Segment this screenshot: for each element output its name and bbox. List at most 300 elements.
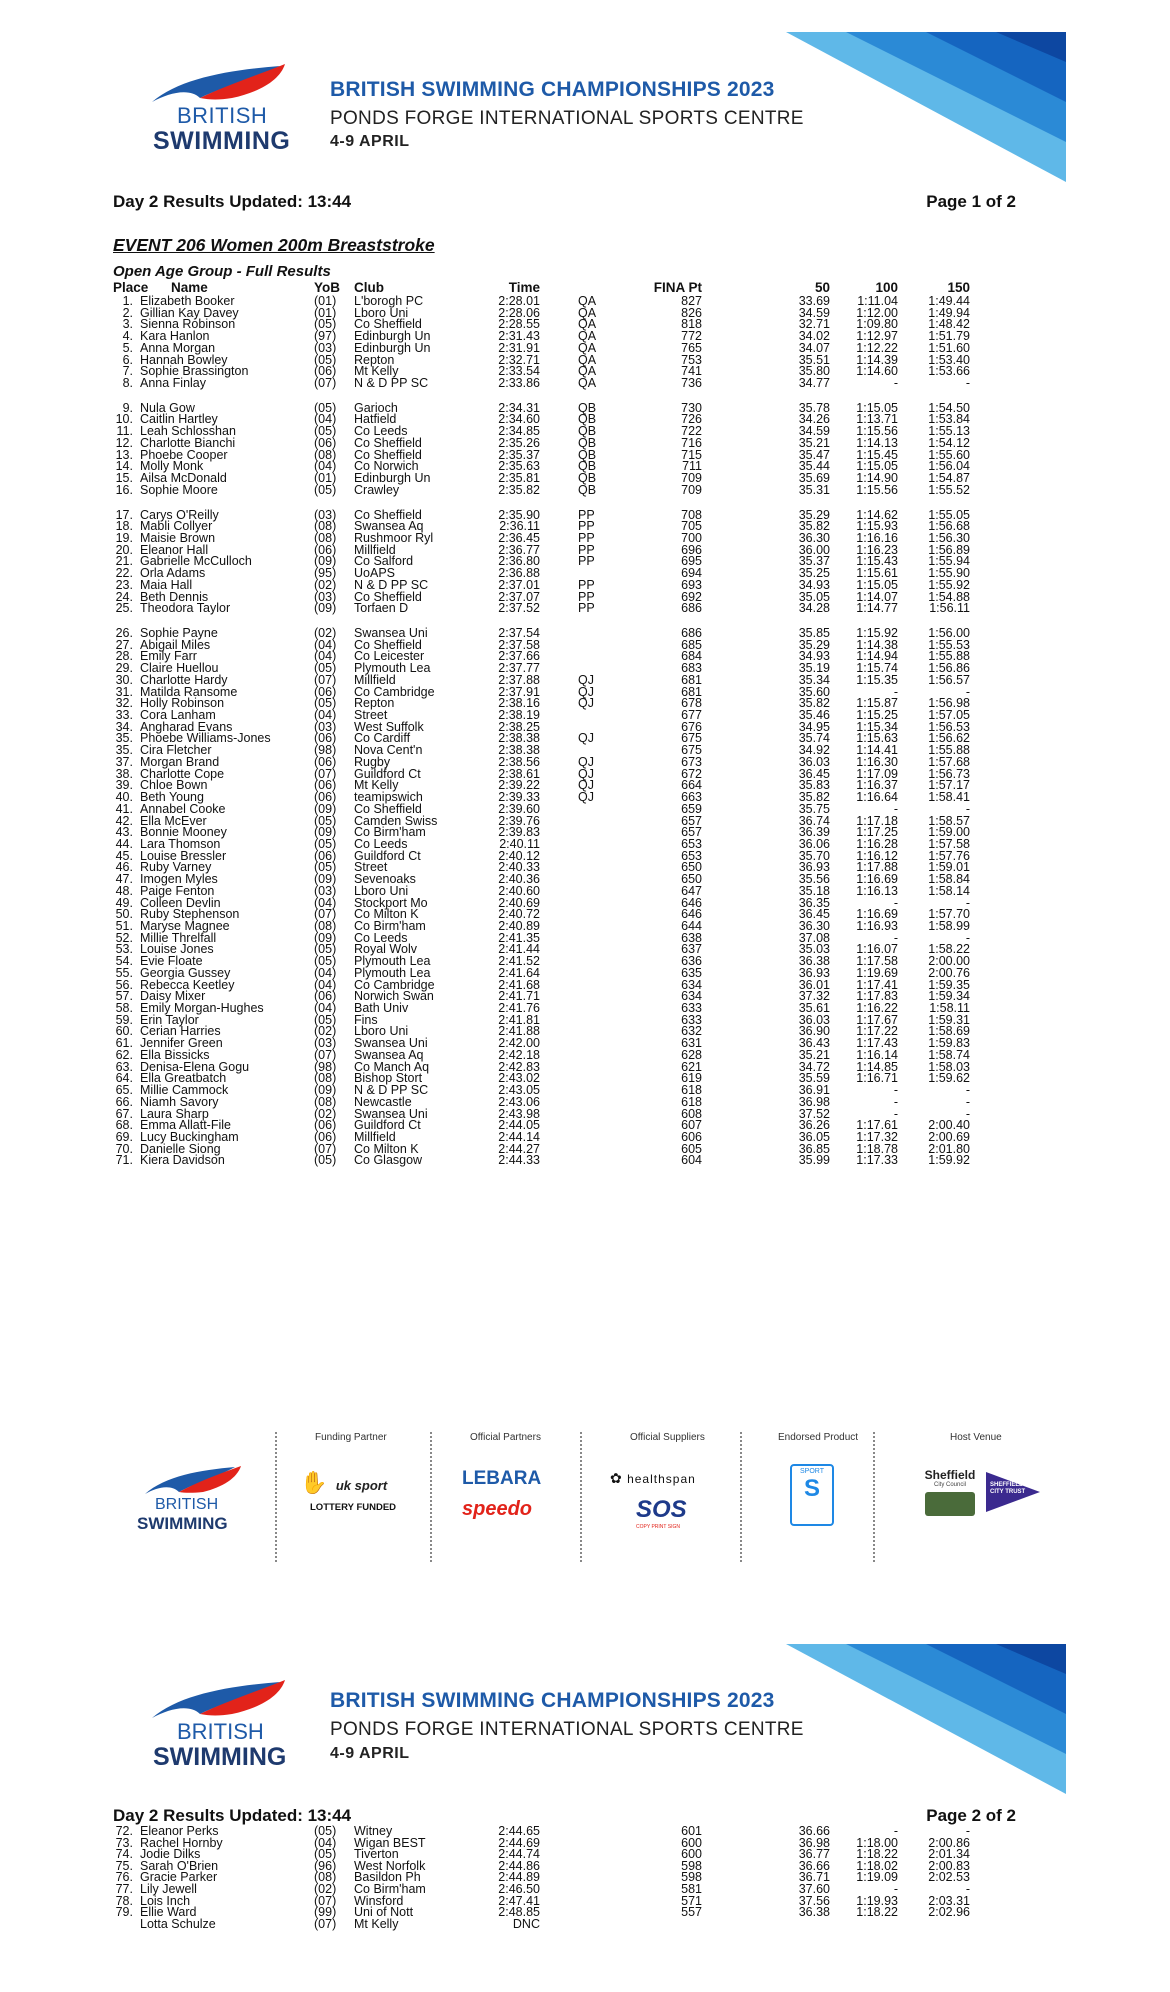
cell-split-150: 1:55.53	[928, 637, 970, 652]
cell-split-50: 35.80	[798, 364, 830, 379]
cell-split-150: -	[965, 1882, 970, 1896]
cell-fina: 675	[681, 743, 702, 758]
cell-split-100: 1:16.71	[856, 1071, 898, 1086]
cell-split-100: 1:14.77	[856, 601, 898, 616]
cell-split-150: 1:56.30	[928, 530, 970, 545]
cell-time: 2:38.19	[498, 708, 540, 723]
cell-yob: (09)	[314, 825, 337, 840]
cell-place: 5.	[122, 340, 133, 355]
cell-split-50: 35.44	[798, 459, 830, 474]
cell-yob: (01)	[314, 294, 337, 308]
cell-time: 2:35.63	[498, 459, 540, 474]
cell-place: 41.	[115, 801, 133, 816]
cell-club: Hatfield	[354, 412, 397, 427]
cell-split-150: 1:58.84	[928, 872, 970, 887]
cell-fina: 650	[681, 872, 702, 887]
cell-place: 47.	[115, 872, 133, 887]
cell-split-50: 35.37	[798, 554, 830, 569]
cell-club: Torfaen D	[354, 601, 409, 616]
cell-split-50: 35.46	[798, 708, 830, 723]
cell-name: Hannah Bowley	[140, 352, 228, 367]
cell-place: 32.	[115, 696, 133, 711]
cell-split-150: 1:59.92	[928, 1153, 970, 1168]
cell-name: Ruby Stephenson	[140, 907, 240, 922]
cell-name: Ailsa McDonald	[140, 471, 227, 486]
cell-qual: PP	[578, 554, 595, 569]
sheffield-text: Sheffield	[924, 1468, 976, 1482]
cell-split-50: 35.74	[798, 731, 830, 746]
city-trust-logo	[986, 1472, 1040, 1512]
cell-split-100: 1:16.07	[856, 942, 898, 957]
table-row	[0, 482, 1170, 497]
cell-yob: (09)	[314, 554, 337, 569]
cell-split-50: 32.71	[798, 317, 830, 332]
cell-place: 29.	[115, 661, 133, 676]
cell-time: 2:33.54	[498, 364, 540, 379]
cell-split-100: 1:16.69	[856, 872, 898, 887]
cell-place: 51.	[115, 919, 133, 933]
cell-time: 2:40.36	[498, 872, 540, 887]
cell-split-100: 1:18.22	[856, 1847, 898, 1862]
cell-club: Co Leeds	[354, 930, 408, 945]
cell-place: 35.	[115, 743, 133, 758]
cell-fina: 709	[681, 482, 702, 497]
cell-yob: (03)	[314, 507, 337, 522]
header-50: 50	[814, 280, 830, 295]
cell-time: 2:34.60	[498, 412, 540, 427]
cell-split-50: 35.82	[798, 790, 830, 805]
cell-fina: 646	[681, 907, 702, 922]
cell-split-150: 1:56.98	[928, 696, 970, 711]
cell-split-150: 1:56.62	[928, 731, 970, 746]
cell-split-100: 1:15.56	[856, 424, 898, 439]
cell-split-150: 1:48.42	[928, 317, 970, 332]
cell-split-150: -	[965, 930, 970, 945]
cell-qual: PP	[578, 589, 595, 604]
cell-split-150: 1:59.00	[928, 825, 970, 840]
cell-split-50: 36.74	[798, 813, 830, 828]
cell-place: 6.	[122, 352, 133, 367]
cell-split-50: 35.21	[798, 435, 830, 450]
cell-split-150: 1:56.68	[928, 519, 970, 534]
cell-club: Lboro Uni	[354, 305, 409, 320]
cell-time: 2:40.72	[498, 907, 540, 922]
cell-fina: 600	[681, 1847, 702, 1862]
cell-place: 14.	[115, 459, 133, 474]
cell-name: Rebecca Keetley	[140, 977, 235, 992]
cell-club: Co Sheffield	[354, 801, 422, 816]
cell-yob: (05)	[314, 696, 337, 711]
cell-fina: 683	[681, 661, 702, 676]
cell-name: Jodie Dilks	[140, 1847, 201, 1862]
cell-split-50: 36.91	[798, 1083, 830, 1098]
cell-split-50: 37.32	[798, 989, 830, 1004]
cell-yob: (02)	[314, 1882, 337, 1896]
cell-time: 2:42.00	[498, 1036, 540, 1051]
cell-yob: (07)	[314, 766, 337, 781]
cell-split-50: 36.90	[798, 1024, 830, 1039]
cell-split-50: 36.03	[798, 754, 830, 769]
cell-fina: 716	[681, 435, 702, 450]
cell-split-150: 1:58.03	[928, 1059, 970, 1074]
cell-fina: 678	[681, 696, 702, 711]
cell-club: N & D PP SC	[354, 376, 429, 391]
cell-split-100: 1:17.32	[856, 1129, 898, 1144]
cell-place: 49.	[115, 895, 133, 910]
cell-club: Swansea Uni	[354, 1036, 428, 1051]
cell-name: Abigail Miles	[140, 637, 211, 652]
cell-split-100: 1:16.23	[856, 542, 898, 557]
british-swimming-logo-small	[135, 1462, 245, 1542]
logo-small-line1: BRITISH	[155, 1496, 219, 1513]
cell-split-100: 1:15.63	[856, 731, 898, 746]
cell-split-150: 1:56.73	[928, 766, 970, 781]
cell-place: 60.	[115, 1024, 133, 1039]
cell-qual: QB	[578, 471, 597, 486]
cell-name: Morgan Brand	[140, 754, 220, 769]
cell-name: Evie Floate	[140, 954, 203, 969]
cell-fina: 601	[681, 1824, 702, 1838]
cell-time: 2:44.05	[498, 1118, 540, 1133]
cell-name: Denisa-Elena Gogu	[140, 1059, 250, 1074]
cell-split-50: 34.95	[798, 719, 830, 734]
cell-yob: (06)	[314, 364, 337, 379]
cell-time: 2:31.43	[498, 329, 540, 344]
cell-split-150: 1:53.84	[928, 412, 970, 427]
cell-place: 31.	[115, 684, 133, 699]
cell-split-150: 1:59.83	[928, 1036, 970, 1051]
cell-fina: 709	[681, 471, 702, 486]
cell-split-100: 1:15.87	[856, 696, 898, 711]
cell-yob: (09)	[314, 801, 337, 816]
cell-split-150: 2:00.00	[928, 954, 970, 969]
cell-split-100: 1:16.64	[856, 790, 898, 805]
cell-split-50: 35.05	[798, 589, 830, 604]
cell-club: Edinburgh Un	[354, 329, 431, 344]
cell-split-150: -	[965, 801, 970, 816]
cell-split-100: 1:15.56	[856, 482, 898, 497]
swoosh-icon	[135, 1462, 245, 1498]
cell-place: 38.	[115, 766, 133, 781]
cell-name: Ella Greatbatch	[140, 1071, 227, 1086]
cell-time: 2:41.88	[498, 1024, 540, 1039]
cell-club: Co Milton K	[354, 1141, 419, 1156]
cell-name: Anna Morgan	[140, 340, 216, 355]
cell-yob: (05)	[314, 661, 337, 676]
cell-split-50: 35.51	[798, 352, 830, 367]
cell-split-100: 1:13.71	[856, 412, 898, 427]
cell-split-150: -	[965, 1106, 970, 1121]
cell-time: 2:31.91	[498, 340, 540, 355]
cell-split-50: 36.71	[798, 1870, 830, 1885]
cell-fina: 663	[681, 790, 702, 805]
cell-qual: QB	[578, 459, 597, 474]
cell-qual: PP	[578, 601, 595, 616]
cell-club: West Suffolk	[354, 719, 424, 734]
cell-time: 2:40.11	[499, 836, 540, 851]
cell-club: Co Manch Aq	[354, 1059, 430, 1074]
cell-club: West Norfolk	[354, 1858, 426, 1873]
cell-split-100: 1:18.22	[856, 1905, 898, 1920]
cell-split-100: 1:15.25	[856, 708, 898, 723]
cell-name: Danielle Siong	[140, 1141, 221, 1156]
cell-place: 13.	[115, 447, 133, 462]
cell-qual: QJ	[578, 684, 594, 699]
cell-fina: 600	[681, 1835, 702, 1850]
cell-name: Angharad Evans	[140, 719, 233, 734]
cell-yob: (03)	[314, 340, 337, 355]
cell-yob: (02)	[314, 1106, 337, 1121]
cell-name: Gracie Parker	[140, 1870, 218, 1885]
cell-place: 9.	[122, 400, 133, 415]
cell-club: Co Cambridge	[354, 684, 435, 699]
table-row	[0, 1916, 1170, 1931]
cell-name: Paige Fenton	[140, 883, 215, 898]
healthspan-logo	[610, 1470, 696, 1487]
cell-split-100: 1:19.93	[856, 1893, 898, 1908]
cell-fina: 646	[681, 895, 702, 910]
cell-time: 2:36.77	[498, 542, 540, 557]
swoosh-icon	[140, 1674, 290, 1724]
cell-yob: (04)	[314, 977, 337, 992]
cell-split-50: 34.72	[798, 1059, 830, 1074]
cell-split-150: 1:54.87	[928, 471, 970, 486]
cell-fina: 686	[681, 601, 702, 616]
cell-time: 2:40.12	[498, 848, 540, 863]
page-gap	[0, 1590, 1170, 1610]
cell-club: Swansea Uni	[354, 1106, 428, 1121]
cell-fina: 607	[681, 1118, 702, 1133]
cell-split-50: 36.38	[798, 954, 830, 969]
cell-fina: 684	[681, 649, 702, 664]
cell-place: 20.	[115, 542, 133, 557]
cell-split-150: 1:59.34	[928, 989, 970, 1004]
cell-split-100: 1:17.83	[856, 989, 898, 1004]
city-trust-text: SHEFFIELD CITY TRUST	[990, 1482, 1026, 1495]
cell-place: 18.	[115, 519, 133, 534]
cell-split-100: 1:14.41	[856, 743, 898, 758]
cell-split-50: 34.77	[798, 376, 830, 391]
cell-split-150: 1:49.44	[928, 294, 970, 308]
cell-split-50: 36.38	[798, 1905, 830, 1920]
cell-split-50: 35.18	[798, 883, 830, 898]
cell-split-50: 36.05	[798, 1129, 830, 1144]
cell-split-50: 35.82	[798, 696, 830, 711]
cell-place: 27.	[115, 637, 133, 652]
cell-yob: (04)	[314, 637, 337, 652]
cell-name: Louise Jones	[140, 942, 214, 957]
cell-time: 2:38.25	[498, 719, 540, 734]
header-time: Time	[508, 280, 540, 295]
cell-fina: 827	[681, 294, 702, 308]
cell-split-100: 1:09.80	[856, 317, 898, 332]
cell-fina: 741	[681, 364, 702, 379]
endorsed-product-badge	[790, 1464, 834, 1526]
cell-time: 2:39.76	[498, 813, 540, 828]
cell-place: 74.	[115, 1847, 133, 1862]
cell-split-50: 34.26	[798, 412, 830, 427]
cell-split-100: 1:17.88	[856, 860, 898, 875]
cell-yob: (05)	[314, 1153, 337, 1168]
event-dates: 4-9 APRIL	[330, 1745, 410, 1762]
column-headers	[0, 282, 1170, 293]
header-name: Name	[171, 280, 208, 295]
cell-split-100: -	[893, 684, 898, 699]
cell-fina: 571	[681, 1893, 702, 1908]
cell-split-150: 1:56.00	[928, 626, 970, 640]
cell-time: 2:36.45	[498, 530, 540, 545]
cell-split-100: -	[893, 1882, 898, 1896]
swoosh-icon	[140, 58, 290, 108]
cell-yob: (03)	[314, 719, 337, 734]
cell-time: 2:36.11	[499, 519, 540, 534]
cell-fina: 632	[681, 1024, 702, 1039]
cell-split-50: 34.59	[798, 305, 830, 320]
cell-name: Beth Young	[140, 790, 204, 805]
cell-name: Colleen Devlin	[140, 895, 221, 910]
cell-yob: (04)	[314, 459, 337, 474]
cell-yob: (04)	[314, 649, 337, 664]
cell-place: 42.	[115, 813, 133, 828]
cell-split-150: 1:55.05	[928, 507, 970, 522]
cell-name: Anna Finlay	[140, 376, 207, 391]
cell-split-50: 36.45	[798, 766, 830, 781]
cell-split-150: 1:55.52	[928, 482, 970, 497]
cell-club: Guildford Ct	[354, 848, 421, 863]
cell-time: 2:38.16	[498, 696, 540, 711]
header-150: 150	[947, 280, 970, 295]
cell-place: 22.	[115, 566, 133, 581]
cell-fina: 598	[681, 1858, 702, 1873]
cell-name: Laura Sharp	[140, 1106, 209, 1121]
cell-split-100: 1:14.85	[856, 1059, 898, 1074]
cell-club: teamipswich	[354, 790, 423, 805]
cell-club: Swansea Aq	[354, 519, 424, 534]
cell-qual: QA	[578, 294, 597, 308]
cell-name: Jennifer Green	[140, 1036, 223, 1051]
cell-fina: 628	[681, 1047, 702, 1062]
cell-club: Edinburgh Un	[354, 471, 431, 486]
cell-club: UoAPS	[354, 566, 395, 581]
cell-yob: (05)	[314, 352, 337, 367]
cell-time: 2:37.01	[498, 577, 540, 592]
cell-yob: (06)	[314, 435, 337, 450]
cell-split-50: 36.98	[798, 1835, 830, 1850]
cell-yob: (05)	[314, 1012, 337, 1027]
cell-name: Caitlin Hartley	[140, 412, 218, 427]
cell-split-50: 35.56	[798, 872, 830, 887]
cell-name: Eleanor Perks	[140, 1824, 219, 1838]
cell-yob: (06)	[314, 684, 337, 699]
cell-place: 58.	[115, 1001, 133, 1016]
cell-split-150: 1:55.92	[928, 577, 970, 592]
header-banner-graphic	[786, 1644, 1066, 1794]
cell-yob: (99)	[314, 1905, 337, 1920]
cell-club: Witney	[354, 1824, 393, 1838]
cell-club: Wigan BEST	[354, 1835, 426, 1850]
cell-yob: (06)	[314, 1129, 337, 1144]
cell-yob: (05)	[314, 954, 337, 969]
cell-place: 54.	[115, 954, 133, 969]
cell-split-50: 34.93	[798, 577, 830, 592]
cell-fina: 633	[681, 1012, 702, 1027]
cell-split-100: 1:15.45	[856, 447, 898, 462]
cell-name: Daisy Mixer	[140, 989, 206, 1004]
divider	[873, 1432, 875, 1562]
page-number: Page 1 of 2	[926, 192, 1016, 211]
cell-split-150: 1:55.88	[928, 649, 970, 664]
lottery-funded-text: LOTTERY FUNDED	[310, 1502, 397, 1513]
cell-split-50: 36.35	[798, 895, 830, 910]
cell-name: Sarah O'Brien	[140, 1858, 219, 1873]
cell-time: 2:44.74	[498, 1847, 540, 1862]
cell-club: Basildon Ph	[354, 1870, 421, 1885]
cell-split-150: 1:55.88	[928, 743, 970, 758]
cell-split-50: 35.47	[798, 447, 830, 462]
cell-split-50: 37.56	[798, 1893, 830, 1908]
cell-place: 68.	[115, 1118, 133, 1133]
cell-yob: (08)	[314, 447, 337, 462]
cell-yob: (02)	[314, 577, 337, 592]
cell-split-150: 1:51.60	[928, 340, 970, 355]
uk-sport-text: uk sport	[335, 1478, 388, 1493]
cell-split-100: 1:19.69	[856, 965, 898, 980]
cell-split-100: 1:15.92	[856, 626, 898, 640]
cell-split-50: 36.66	[798, 1858, 830, 1873]
cell-split-100: 1:15.05	[856, 459, 898, 474]
cell-club: Winsford	[354, 1893, 404, 1908]
cell-name: Cora Lanham	[140, 708, 216, 723]
cell-name: Eleanor Hall	[140, 542, 209, 557]
cell-fina: 695	[681, 554, 702, 569]
cell-split-50: 34.92	[798, 743, 830, 758]
header-yob: YoB	[314, 280, 340, 295]
cell-name: Millie Cammock	[140, 1083, 229, 1098]
cell-place: 62.	[115, 1047, 133, 1062]
cell-time: 2:41.52	[498, 954, 540, 969]
cell-place: 45.	[115, 848, 133, 863]
cell-club: Co Cambridge	[354, 977, 435, 992]
cell-time: 2:42.18	[498, 1047, 540, 1062]
cell-yob: (04)	[314, 1001, 337, 1016]
cell-split-150: 1:58.22	[928, 942, 970, 957]
cell-split-100: 1:14.07	[856, 589, 898, 604]
cell-split-100: 1:14.39	[856, 352, 898, 367]
cell-split-50: 35.70	[798, 848, 830, 863]
cell-split-50: 35.85	[798, 626, 830, 640]
cell-qual: QB	[578, 435, 597, 450]
cell-yob: (01)	[314, 471, 337, 486]
cell-name: Phoebe Cooper	[140, 447, 228, 462]
cell-split-150: -	[965, 895, 970, 910]
cell-split-150: 1:55.90	[928, 566, 970, 581]
cell-name: Sophie Brassington	[140, 364, 249, 379]
cell-fina: 618	[681, 1094, 702, 1109]
cell-time: 2:33.86	[498, 376, 540, 391]
cell-club: Rushmoor Ryl	[354, 530, 434, 545]
cell-fina: 705	[681, 519, 702, 534]
cell-yob: (04)	[314, 1835, 337, 1850]
cell-fina: 818	[681, 317, 702, 332]
cell-yob: (06)	[314, 790, 337, 805]
cell-time: 2:40.33	[498, 860, 540, 875]
cell-split-150: 1:56.89	[928, 542, 970, 557]
cell-yob: (07)	[314, 376, 337, 391]
cell-split-50: 36.93	[798, 965, 830, 980]
cell-yob: (98)	[314, 1059, 337, 1074]
cell-split-50: 35.29	[798, 507, 830, 522]
cell-split-150: 1:58.41	[928, 790, 970, 805]
